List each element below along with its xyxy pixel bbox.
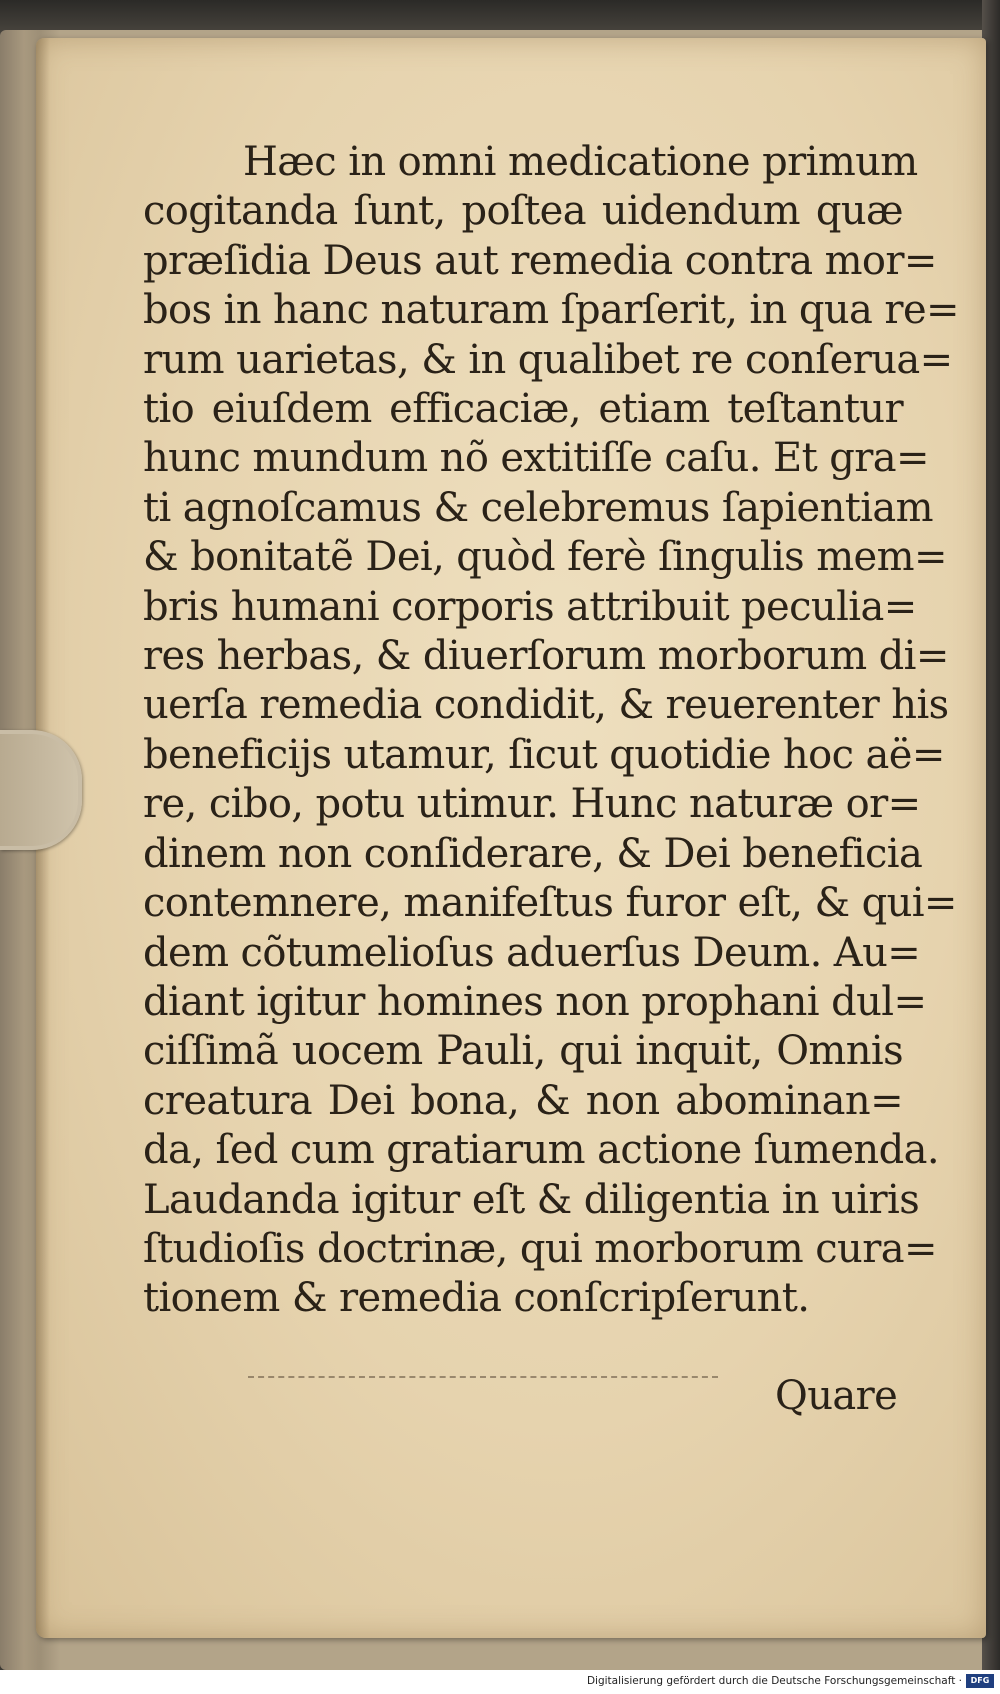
text-line: creatura Dei bona, & non abominan=	[143, 1077, 903, 1124]
text-line: & bonitatẽ Dei, quòd ferè ſingulis mem=	[143, 534, 947, 581]
text-line: diant igitur homines non prophani dul=	[143, 978, 927, 1025]
text-line: ſtudioſis doctrinæ, qui morborum cura=	[143, 1225, 937, 1272]
footer-bar	[0, 1670, 1000, 1694]
text-line: cogitanda ſunt, poſtea uidendum quæ	[143, 188, 903, 235]
text-line: hunc mundum nõ extitiſſe caſu. Et gra=	[143, 435, 929, 482]
text-line: dem cõtumelioſus aduerſus Deum. Au=	[143, 929, 921, 976]
text-line: bris humani corporis attribuit peculia=	[143, 583, 917, 630]
text-line: contemnere, manifeſtus furor eſt, & qui=	[143, 880, 957, 927]
text-line: Laudanda igitur eſt & diligentia in uiris	[143, 1176, 920, 1223]
text-line: tionem & remedia conſcripſerunt.	[143, 1275, 810, 1322]
text-line: Hæc in omni medicatione primum	[243, 139, 918, 185]
dfg-logo-icon: DFG	[966, 1674, 994, 1688]
faint-rule	[248, 1376, 718, 1380]
page-text	[143, 138, 959, 1324]
text-line: dinem non conſiderare, & Dei beneficia	[143, 830, 923, 877]
text-line: da, ſed cum gratiarum actione ſumenda.	[143, 1127, 939, 1174]
text-line: præſidia Deus aut remedia contra mor=	[143, 237, 937, 284]
text-line: re, cibo, potu utimur. Hunc naturæ or=	[143, 781, 921, 828]
text-line: ciſſimã uocem Pauli, qui inquit, Omnis	[143, 1028, 903, 1075]
text-line: beneficijs utamur, ſicut quotidie hoc aë=	[143, 731, 945, 778]
funding-credit: Digitalisierung gefördert durch die Deutsche Forschungsgemeinschaft ·	[586, 1675, 962, 1687]
text-line: uerſa remedia condidit, & reuerenter his	[143, 682, 949, 729]
text-line: tio eiuſdem efficaciæ, etiam teſtantur	[143, 386, 903, 433]
book-clasp	[0, 730, 82, 850]
catchword: Quare	[775, 1373, 898, 1419]
text-line: res herbas, & diuerſorum morborum di=	[143, 633, 949, 680]
text-line: bos in hanc naturam ſparſerit, in qua re=	[143, 287, 959, 334]
text-line: rum uarietas, & in qualibet re conſerua=	[143, 336, 953, 383]
text-line: ti agnoſcamus & celebremus ſapientiam	[143, 484, 933, 531]
